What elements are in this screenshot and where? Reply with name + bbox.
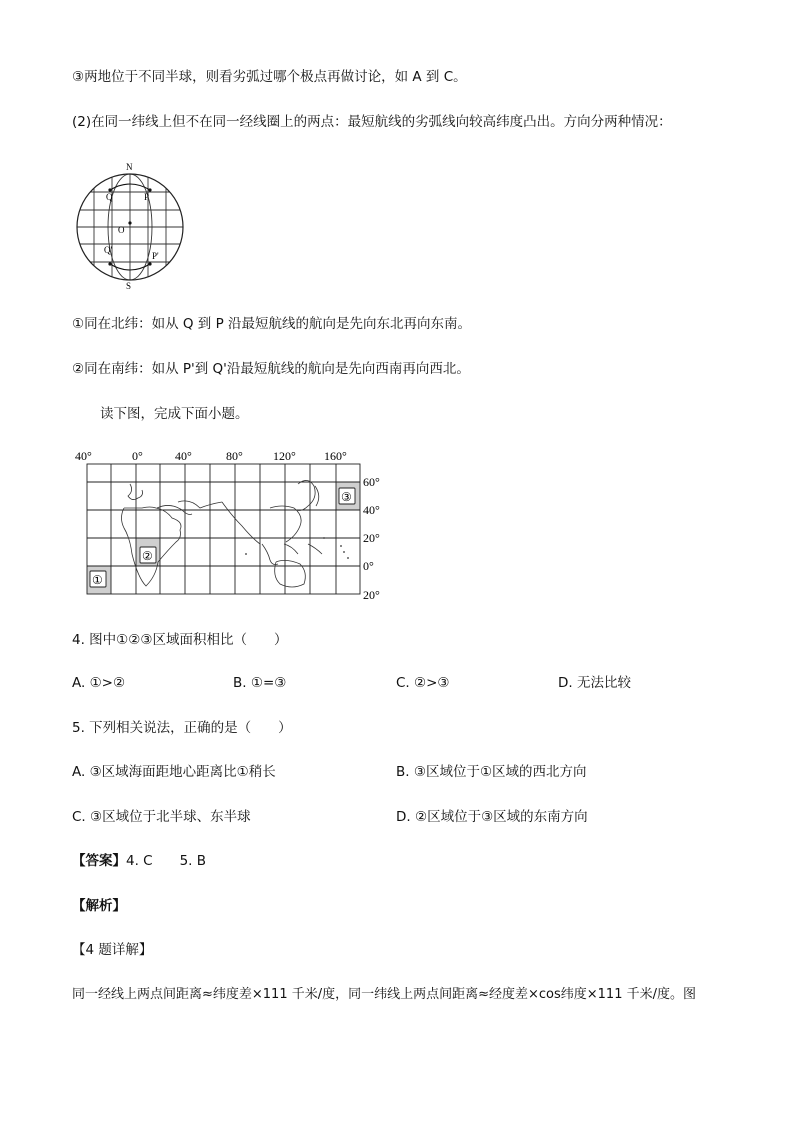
lat-label: 20° (363, 588, 380, 602)
paragraph-4: ②同在南纬：如从 P'到 Q'沿最短航线的航向是先向西南再向西北。 (72, 361, 470, 377)
question-5-option-b[interactable]: B. ③区域位于①区域的西北方向 (396, 764, 587, 780)
lat-label: 0° (363, 559, 374, 573)
lon-label: 160° (324, 449, 347, 463)
lon-label: 40° (175, 449, 192, 463)
question-4-option-a[interactable]: A. ①>② (72, 675, 126, 691)
globe-diagram (70, 160, 200, 290)
lon-label: 0° (132, 449, 143, 463)
analysis-label: 【解析】 (72, 898, 126, 914)
region-2-label: ② (142, 549, 153, 563)
paragraph-3: ①同在北纬：如从 Q 到 P 沿最短航线的航向是先向东北再向东南。 (72, 316, 472, 332)
question-5-option-a[interactable]: A. ③区域海面距地心距离比①稍长 (72, 764, 276, 780)
globe-label-n: N (126, 162, 133, 172)
answer-line (72, 852, 206, 870)
lat-label: 40° (363, 503, 380, 517)
question-4-option-d[interactable]: D. 无法比较 (558, 675, 631, 691)
intro-text: 读下图，完成下面小题。 (100, 406, 249, 422)
answer-text: 4. C 5. B (126, 853, 207, 869)
detail-text: 同一经线上两点间距离≈纬度差×111 千米/度，同一纬线上两点间距离≈经度差×cos纬度×111 千米/度。图 (72, 987, 696, 1002)
globe-label-p2: P' (152, 251, 159, 261)
lon-label: 40° (75, 449, 92, 463)
question-4-stem: 4. 图中①②③区域面积相比（ ） (72, 632, 288, 648)
question-4-option-c[interactable]: C. ②>③ (396, 675, 450, 691)
globe-label-q2: Q' (104, 245, 113, 255)
lon-label: 80° (226, 449, 243, 463)
question-5-stem: 5. 下列相关说法，正确的是（ ） (72, 720, 292, 736)
world-grid-map (72, 446, 392, 606)
region-1-label: ① (92, 573, 103, 587)
globe-label-o: O (118, 225, 125, 235)
answer-label: 【答案】 (72, 853, 126, 869)
lat-label: 60° (363, 475, 380, 489)
question-5-option-d[interactable]: D. ②区域位于③区域的东南方向 (396, 809, 588, 825)
question-5-option-c[interactable]: C. ③区域位于北半球、东半球 (72, 809, 251, 825)
detail-label: 【4 题详解】 (72, 942, 153, 958)
globe-label-q: Q (106, 192, 113, 202)
question-4-option-b[interactable]: B. ①=③ (233, 675, 287, 691)
lat-label: 20° (363, 531, 380, 545)
globe-label-p: P (144, 192, 150, 202)
paragraph-2: (2)在同一纬线上但不在同一经线圈上的两点：最短航线的劣弧线向较高纬度凸出。方向分两种情况： (72, 114, 672, 130)
paragraph-1: ③两地位于不同半球，则看劣弧过哪个极点再做讨论，如 A 到 C。 (72, 69, 467, 85)
globe-label-s: S (126, 281, 132, 290)
lon-label: 120° (273, 449, 296, 463)
region-3-label: ③ (341, 490, 352, 504)
